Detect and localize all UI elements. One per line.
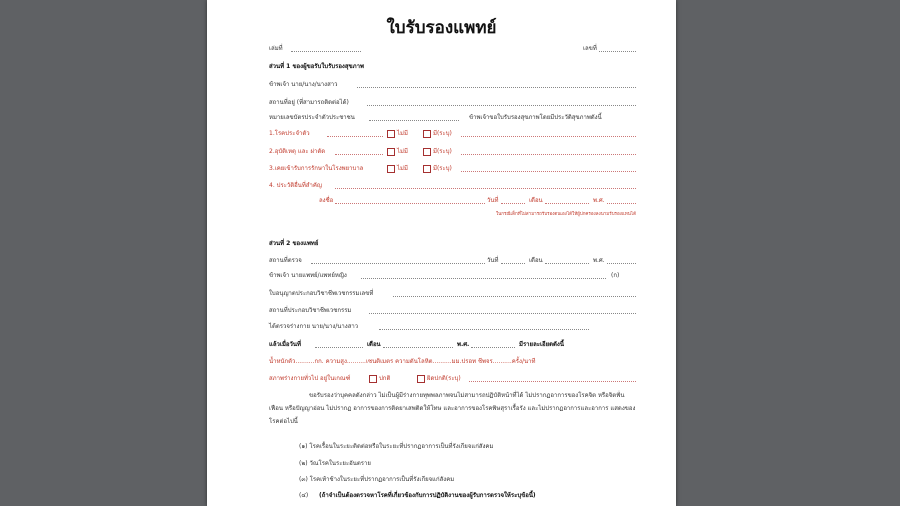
book-no-field[interactable] xyxy=(291,45,361,52)
id-label: หมายเลขบัตรประจำตัวประชาชน xyxy=(269,114,355,121)
history-detail-field[interactable] xyxy=(461,165,636,172)
id-suffix: ข้าพเจ้าขอใบรับรองสุขภาพโดยมีประวัติสุขภาพดังนี้ xyxy=(469,114,602,121)
general-label: สภาพร่างกายทั่วไป อยู่ในเกณฑ์ xyxy=(269,375,351,382)
checkbox-yes[interactable] xyxy=(423,130,431,138)
year-field[interactable] xyxy=(607,257,636,264)
no-option-label: ไม่มี xyxy=(397,130,408,137)
book-no-label: เล่มที่ xyxy=(269,45,283,52)
history-detail-field[interactable] xyxy=(461,130,636,137)
disease-item-4-label: (๔) xyxy=(299,492,309,499)
other-history-field[interactable] xyxy=(335,182,636,189)
checkbox-normal[interactable] xyxy=(369,375,377,383)
doctor-field[interactable] xyxy=(361,272,606,279)
exam-month-field[interactable] xyxy=(383,341,453,348)
examined-field[interactable] xyxy=(379,323,589,330)
vitals-row: น้ำหนักตัว..........กก. ความสูง..........เซนติเมตร ความดันโลหิต..........มม.ปรอท ชีพจร..........ครั้ง/นาที xyxy=(269,358,536,365)
place-label: สถานที่ตรวจ xyxy=(269,257,302,264)
day-label: วันที่ xyxy=(487,257,499,264)
sign-label: ลงชื่อ xyxy=(319,197,334,204)
abnormal-option-label: ผิดปกติ(ระบุ) xyxy=(427,375,461,382)
part2-heading: ส่วนที่ 2 ของแพทย์ xyxy=(269,240,319,247)
month-field[interactable] xyxy=(545,257,589,264)
checkbox-yes[interactable] xyxy=(423,165,431,173)
no-option-label: ไม่มี xyxy=(397,165,408,172)
year-field[interactable] xyxy=(607,197,636,204)
other-history-label: 4. ประวัติอื่นที่สำคัญ xyxy=(269,182,322,189)
guardian-note: ในกรณีเด็กที่ไม่สามารถรับรองตนเองได้ให้ผู้ปกครองลงนามรับรองแทนได้ xyxy=(495,212,636,217)
day-label: วันที่ xyxy=(487,197,499,204)
examined-label: ได้ตรวจร่างกาย นาย/นาง/นางสาว xyxy=(269,323,359,330)
year-label: พ.ศ. xyxy=(593,197,605,204)
clinic-label: สถานที่ประกอบวิชาชีพเวชกรรม xyxy=(269,307,352,314)
checkbox-no[interactable] xyxy=(387,130,395,138)
id-field[interactable] xyxy=(369,114,459,121)
exam-month-label: เดือน xyxy=(367,341,381,348)
yes-option-label: มี(ระบุ) xyxy=(433,148,452,155)
mark-label: (ก) xyxy=(611,272,620,279)
checkbox-no[interactable] xyxy=(387,165,395,173)
checkbox-no[interactable] xyxy=(387,148,395,156)
month-label: เดือน xyxy=(529,257,543,264)
license-field[interactable] xyxy=(393,290,636,297)
year-label: พ.ศ. xyxy=(593,257,605,264)
history-dots xyxy=(327,130,383,137)
month-label: เดือน xyxy=(529,197,543,204)
history-dots xyxy=(335,148,383,155)
clinic-field[interactable] xyxy=(369,307,636,314)
day-field[interactable] xyxy=(501,197,525,204)
checkbox-abnormal[interactable] xyxy=(417,375,425,383)
certification-paragraph: ขอรับรองว่าบุคคลดังกล่าว ไม่เป็นผู้มีร่างกายทุพพลภาพจนไม่สามารถปฏิบัติหน้าที่ได้ ไม่ปรากฏอาการของโรคจิต หรือจิตฟั่นเฟือน หรือปัญญาอ่อน ไม่ปรากฏ อาการของการติดยาเสพติดให้โทษ และอาการของโรคพิษสุราเรื้อรัง และไม่ปรากฏอาการและอาการ แสดงของโรคต่อไปนี้ xyxy=(269,392,636,425)
exam-date-label: แล้วเมื่อวันที่ xyxy=(269,341,301,348)
no-field[interactable] xyxy=(599,45,636,52)
day-field[interactable] xyxy=(501,257,525,264)
document-page xyxy=(207,0,676,506)
abnormal-detail-field[interactable] xyxy=(469,375,636,382)
history-label: 3.เคยเข้ารับการรักษาในโรงพยาบาล xyxy=(269,165,364,172)
exam-day-field[interactable] xyxy=(315,341,363,348)
part1-heading: ส่วนที่ 1 ของผู้ขอรับใบรับรองสุขภาพ xyxy=(269,63,364,70)
checkbox-yes[interactable] xyxy=(423,148,431,156)
exam-year-field[interactable] xyxy=(471,341,515,348)
doctor-label: ข้าพเจ้า นายแพทย์/แพทย์หญิง xyxy=(269,272,347,279)
history-label: 2.อุบัติเหตุ และ ผ่าตัด xyxy=(269,148,326,155)
history-label: 1.โรคประจำตัว xyxy=(269,130,310,137)
disease-item-1: (๑) โรคเรื้อนในระยะติดต่อหรือในระยะที่ปรากฏอาการเป็นที่รังเกียจแก่สังคม xyxy=(299,443,494,450)
disease-item-4-note: (ถ้าจำเป็นต้องตรวจหาโรคที่เกี่ยวข้องกับการปฏิบัติงานของผู้รับการตรวจให้ระบุข้อนี้) xyxy=(319,492,536,499)
address-label: สถานที่อยู่ (ที่สามารถติดต่อได้) xyxy=(269,99,349,106)
disease-item-3: (๓) โรคเท้าช้างในระยะที่ปรากฏอาการเป็นที่รังเกียจแก่สังคม xyxy=(299,476,455,483)
month-field[interactable] xyxy=(545,197,589,204)
history-detail-field[interactable] xyxy=(461,148,636,155)
exam-detail-label: มีรายละเอียดดังนี้ xyxy=(519,341,564,348)
no-label: เลขที่ xyxy=(583,45,597,52)
name-label: ข้าพเจ้า นาย/นาง/นางสาว xyxy=(269,81,338,88)
address-field[interactable] xyxy=(367,99,636,106)
license-label: ใบอนุญาตประกอบวิชาชีพเวชกรรมเลขที่ xyxy=(269,290,374,297)
no-option-label: ไม่มี xyxy=(397,148,408,155)
name-field[interactable] xyxy=(357,81,636,88)
document-title: ใบรับรองแพทย์ xyxy=(386,18,497,38)
normal-option-label: ปกติ xyxy=(379,375,391,382)
place-field[interactable] xyxy=(311,257,485,264)
yes-option-label: มี(ระบุ) xyxy=(433,165,452,172)
disease-item-2: (๒) วัณโรคในระยะอันตราย xyxy=(299,460,371,467)
exam-year-label: พ.ศ. xyxy=(457,341,470,348)
yes-option-label: มี(ระบุ) xyxy=(433,130,452,137)
signature-field[interactable] xyxy=(335,197,485,204)
